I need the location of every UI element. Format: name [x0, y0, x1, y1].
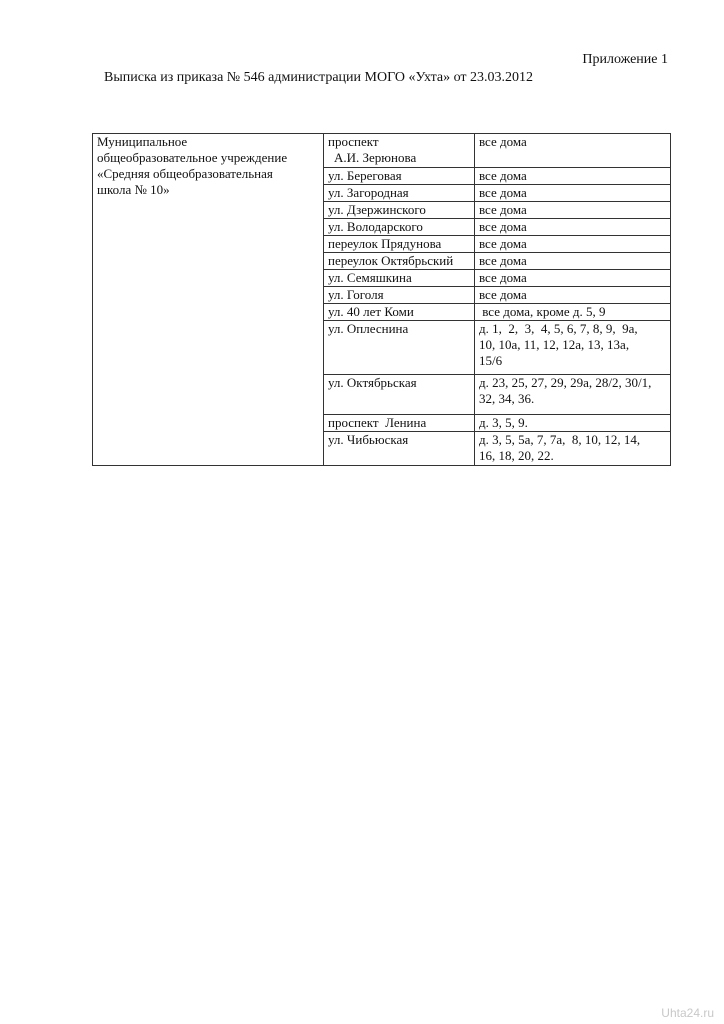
- houses-cell: [475, 415, 671, 432]
- street-name: А.И. Зерюнова: [334, 150, 417, 165]
- houses-cell: [475, 202, 671, 219]
- appendix-label: Приложение 1: [582, 52, 668, 67]
- school-name-line: «Средняя общеобразовательная: [97, 166, 273, 181]
- street-name: переулок Прядунова: [328, 236, 442, 251]
- street-cell: [324, 304, 475, 321]
- houses-cell: [475, 219, 671, 236]
- houses-text: 15/6: [479, 353, 503, 368]
- street-name: проспект Ленина: [328, 415, 427, 430]
- street-name: ул. Володарского: [328, 219, 423, 234]
- houses-cell: [475, 253, 671, 270]
- houses-cell: [475, 375, 671, 415]
- street-cell: [324, 219, 475, 236]
- houses-cell: [475, 304, 671, 321]
- houses-text: все дома, кроме д. 5, 9: [479, 304, 606, 319]
- street-cell: [324, 253, 475, 270]
- street-cell: [324, 236, 475, 253]
- houses-cell: [475, 236, 671, 253]
- street-cell: [324, 270, 475, 287]
- houses-cell: [475, 270, 671, 287]
- street-name: ул. Семяшкина: [328, 270, 412, 285]
- houses-text: 32, 34, 36.: [479, 391, 535, 406]
- houses-text: д. 23, 25, 27, 29, 29а, 28/2, 30/1,: [479, 375, 652, 390]
- street-cell: [324, 134, 475, 168]
- houses-cell: [475, 168, 671, 185]
- street-cell: [324, 287, 475, 304]
- school-name-cell: [93, 134, 324, 466]
- street-name: ул. Дзержинского: [328, 202, 426, 217]
- houses-cell: [475, 321, 671, 375]
- school-name-line: Муниципальное: [97, 134, 188, 149]
- street-name: проспект: [328, 134, 379, 149]
- street-cell: [324, 321, 475, 375]
- street-cell: [324, 415, 475, 432]
- street-name: ул. Береговая: [328, 168, 402, 183]
- document-title: Выписка из приказа № 546 администрации МОГО «Ухта» от 23.03.2012: [104, 70, 534, 85]
- houses-cell: [475, 287, 671, 304]
- street-cell: [324, 432, 475, 466]
- school-name-line: школа № 10»: [97, 182, 170, 197]
- houses-text: все дома: [479, 219, 527, 234]
- houses-cell: [475, 134, 671, 168]
- street-name: переулок Октябрьский: [328, 253, 454, 268]
- houses-cell: [475, 432, 671, 466]
- houses-text: 10, 10а, 11, 12, 12а, 13, 13а,: [479, 337, 630, 352]
- houses-text: все дома: [479, 185, 527, 200]
- street-name: ул. Октябрьская: [328, 375, 417, 390]
- houses-text: 16, 18, 20, 22.: [479, 448, 554, 463]
- school-name-line: общеобразовательное учреждение: [97, 150, 288, 165]
- table-row: [93, 134, 671, 168]
- houses-text: все дома: [479, 253, 527, 268]
- houses-text: д. 3, 5, 5а, 7, 7а, 8, 10, 12, 14,: [479, 432, 641, 447]
- street-name: ул. Гоголя: [328, 287, 384, 302]
- houses-text: д. 3, 5, 9.: [479, 415, 528, 430]
- street-name: ул. Загородная: [328, 185, 409, 200]
- houses-text: все дома: [479, 202, 527, 217]
- street-cell: [324, 168, 475, 185]
- houses-text: все дома: [479, 134, 527, 149]
- houses-cell: [475, 185, 671, 202]
- street-name: ул. 40 лет Коми: [328, 304, 414, 319]
- site-watermark: Uhta24.ru: [661, 1006, 714, 1020]
- houses-text: все дома: [479, 287, 527, 302]
- street-cell: [324, 185, 475, 202]
- street-cell: [324, 375, 475, 415]
- school-district-table: [92, 133, 671, 466]
- street-name: ул. Оплеснина: [328, 321, 409, 336]
- houses-text: все дома: [479, 270, 527, 285]
- street-cell: [324, 202, 475, 219]
- houses-text: все дома: [479, 236, 527, 251]
- street-name: ул. Чибьюская: [328, 432, 409, 447]
- houses-text: все дома: [479, 168, 527, 183]
- houses-text: д. 1, 2, 3, 4, 5, 6, 7, 8, 9, 9а,: [479, 321, 638, 336]
